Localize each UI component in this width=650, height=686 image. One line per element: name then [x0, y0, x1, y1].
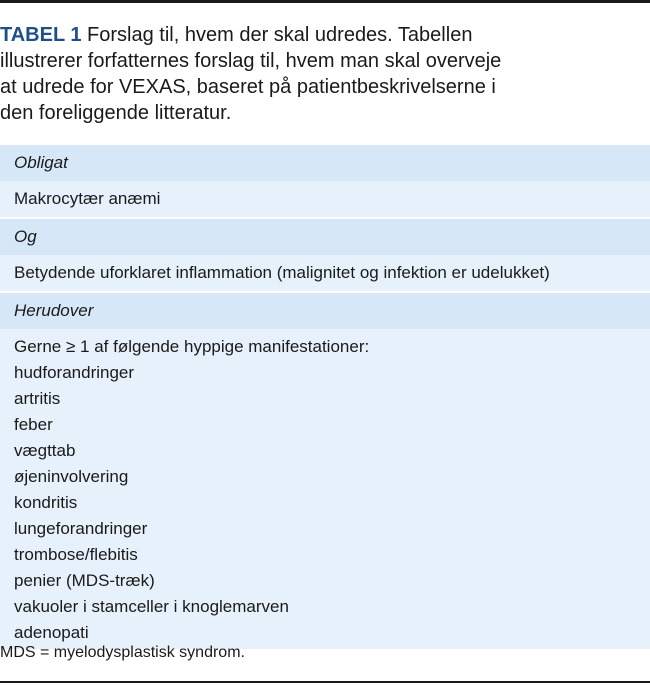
manifestation-item: hudforandringer — [14, 363, 135, 382]
section-text-og: Betydende uforklaret inflammation (malignitet og infektion er udelukket) — [0, 255, 650, 291]
section-heading-obligat: Obligat — [0, 145, 650, 181]
manifestation-item: penier (MDS-træk) — [14, 571, 155, 590]
manifestation-item: vakuoler i stamceller i knoglemarven — [14, 597, 289, 616]
manifestations-intro: Gerne ≥ 1 af følgende hyppige manifestationer: — [14, 337, 370, 356]
section-text-obligat: Makrocytær anæmi — [0, 181, 650, 217]
section-body-herudover — [0, 329, 650, 649]
manifestation-item: kondritis — [14, 493, 78, 512]
manifestation-list — [14, 360, 650, 646]
manifestation-item: vægttab — [14, 441, 76, 460]
table-caption — [0, 22, 640, 126]
table-footnote: MDS = myelodysplastisk syndrom. — [0, 644, 245, 661]
caption-text-1: Forslag til, hvem der skal udredes. Tabellen — [81, 24, 473, 46]
caption-line-3: at udrede for VEXAS, baseret på patientbeskrivelserne i — [0, 76, 496, 98]
criteria-table — [0, 145, 650, 649]
top-rule — [0, 0, 650, 3]
caption-line-2: illustrerer forfatternes forslag til, hvem man skal overveje — [0, 50, 502, 72]
manifestation-item: adenopati — [14, 623, 89, 642]
section-heading-og: Og — [0, 219, 650, 255]
manifestation-item: artritis — [14, 389, 61, 408]
caption-line-1 — [0, 22, 640, 48]
manifestation-item: feber — [14, 415, 53, 434]
manifestation-item: lungeforandringer — [14, 519, 148, 538]
caption-line-4: den foreliggende litteratur. — [0, 102, 232, 124]
section-heading-herudover: Herudover — [0, 293, 650, 329]
table-label: TABEL 1 — [0, 24, 82, 46]
manifestation-item: trombose/flebitis — [14, 545, 138, 564]
bottom-rule — [0, 681, 650, 683]
manifestation-item: øjeninvolvering — [14, 467, 129, 486]
